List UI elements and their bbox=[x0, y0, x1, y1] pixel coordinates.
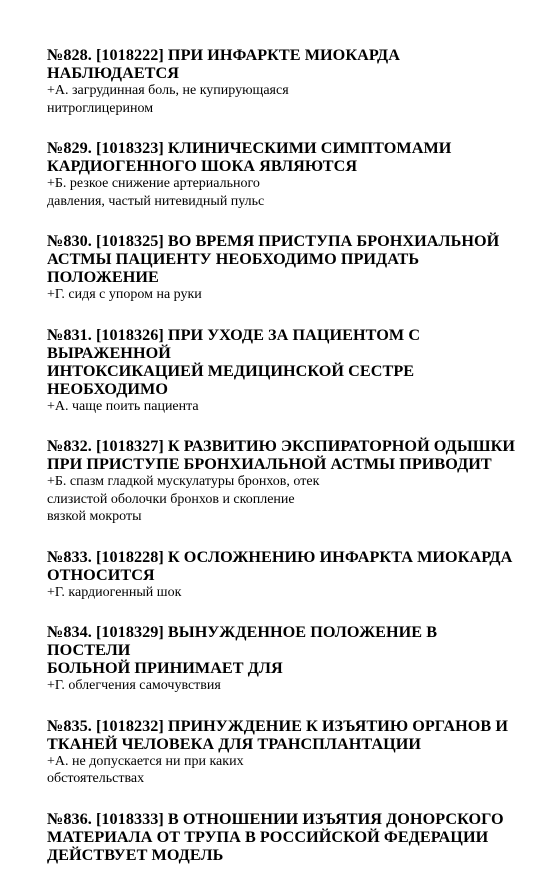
question-title: №828. [1018222] ПРИ ИНФАРКТЕ МИОКАРДА НАБЛЮДАЕТСЯ bbox=[47, 46, 400, 82]
question-answer: +А. не допускается ни при каких обстоятельствах bbox=[47, 753, 244, 786]
question-title: №830. [1018325] ВО ВРЕМЯ ПРИСТУПА БРОНХИАЛЬНОЙ АСТМЫ ПАЦИЕНТУ НЕОБХОДИМО ПРИДАТЬ ПОЛОЖЕНИЕ bbox=[47, 232, 500, 286]
question-answer: +Б. резкое снижение артериального давления, частый нитевидный пульс bbox=[47, 176, 265, 209]
question-answer: +А. чаще поить пациента bbox=[47, 398, 199, 414]
question-title: №829. [1018323] КЛИНИЧЕСКИМИ СИМПТОМАМИ КАРДИОГЕННОГО ШОКА ЯВЛЯЮТСЯ bbox=[47, 139, 452, 175]
question-answer: +Б. спазм гладкой мускулатуры бронхов, отек слизистой оболочки бронхов и скопление вязкой мокроты bbox=[47, 474, 320, 524]
question-title: №835. [1018232] ПРИНУЖДЕНИЕ К ИЗЪЯТИЮ ОРГАНОВ И ТКАНЕЙ ЧЕЛОВЕКА ДЛЯ ТРАНСПЛАНТАЦИИ bbox=[47, 716, 508, 753]
question-832 bbox=[47, 437, 517, 526]
question-title: №833. [1018228] К ОСЛОЖНЕНИЮ ИНФАРКТА МИОКАРДА ОТНОСИТСЯ bbox=[47, 547, 513, 584]
question-828 bbox=[47, 46, 517, 117]
question-title: №831. [1018326] ПРИ УХОДЕ ЗА ПАЦИЕНТОМ С ВЫРАЖЕННОЙ ИНТОКСИКАЦИЕЙ МЕДИЦИНСКОЙ СЕСТРЕ НЕОБХОДИМО bbox=[47, 325, 421, 398]
question-835 bbox=[47, 717, 517, 788]
question-title: №832. [1018327] К РАЗВИТИЮ ЭКСПИРАТОРНОЙ ОДЫШКИ ПРИ ПРИСТУПЕ БРОНХИАЛЬНОЙ АСТМЫ ПРИВОДИТ bbox=[47, 437, 516, 473]
question-title: №834. [1018329] ВЫНУЖДЕННОЕ ПОЛОЖЕНИЕ В ПОСТЕЛИ БОЛЬНОЙ ПРИНИМАЕТ ДЛЯ bbox=[47, 623, 438, 677]
question-answer: +Г. сидя с упором на руки bbox=[47, 287, 202, 302]
question-829 bbox=[47, 139, 517, 210]
question-answer: +Г. облегчения самочувствия bbox=[47, 678, 221, 693]
question-836 bbox=[47, 810, 517, 864]
question-830 bbox=[47, 232, 517, 304]
question-834 bbox=[47, 623, 517, 695]
question-answer: +А. загрудинная боль, не купирующаяся нитроглицерином bbox=[47, 83, 289, 116]
question-title: №836. [1018333] В ОТНОШЕНИИ ИЗЪЯТИЯ ДОНОРСКОГО МАТЕРИАЛА ОТ ТРУПА В РОССИЙСКОЙ ФЕДЕРАЦИИ ДЕЙСТВУЕТ МОДЕЛЬ bbox=[47, 809, 504, 864]
question-833 bbox=[47, 548, 517, 602]
question-831 bbox=[47, 326, 517, 416]
document-page bbox=[47, 46, 517, 886]
question-answer: +Г. кардиогенный шок bbox=[47, 584, 182, 600]
